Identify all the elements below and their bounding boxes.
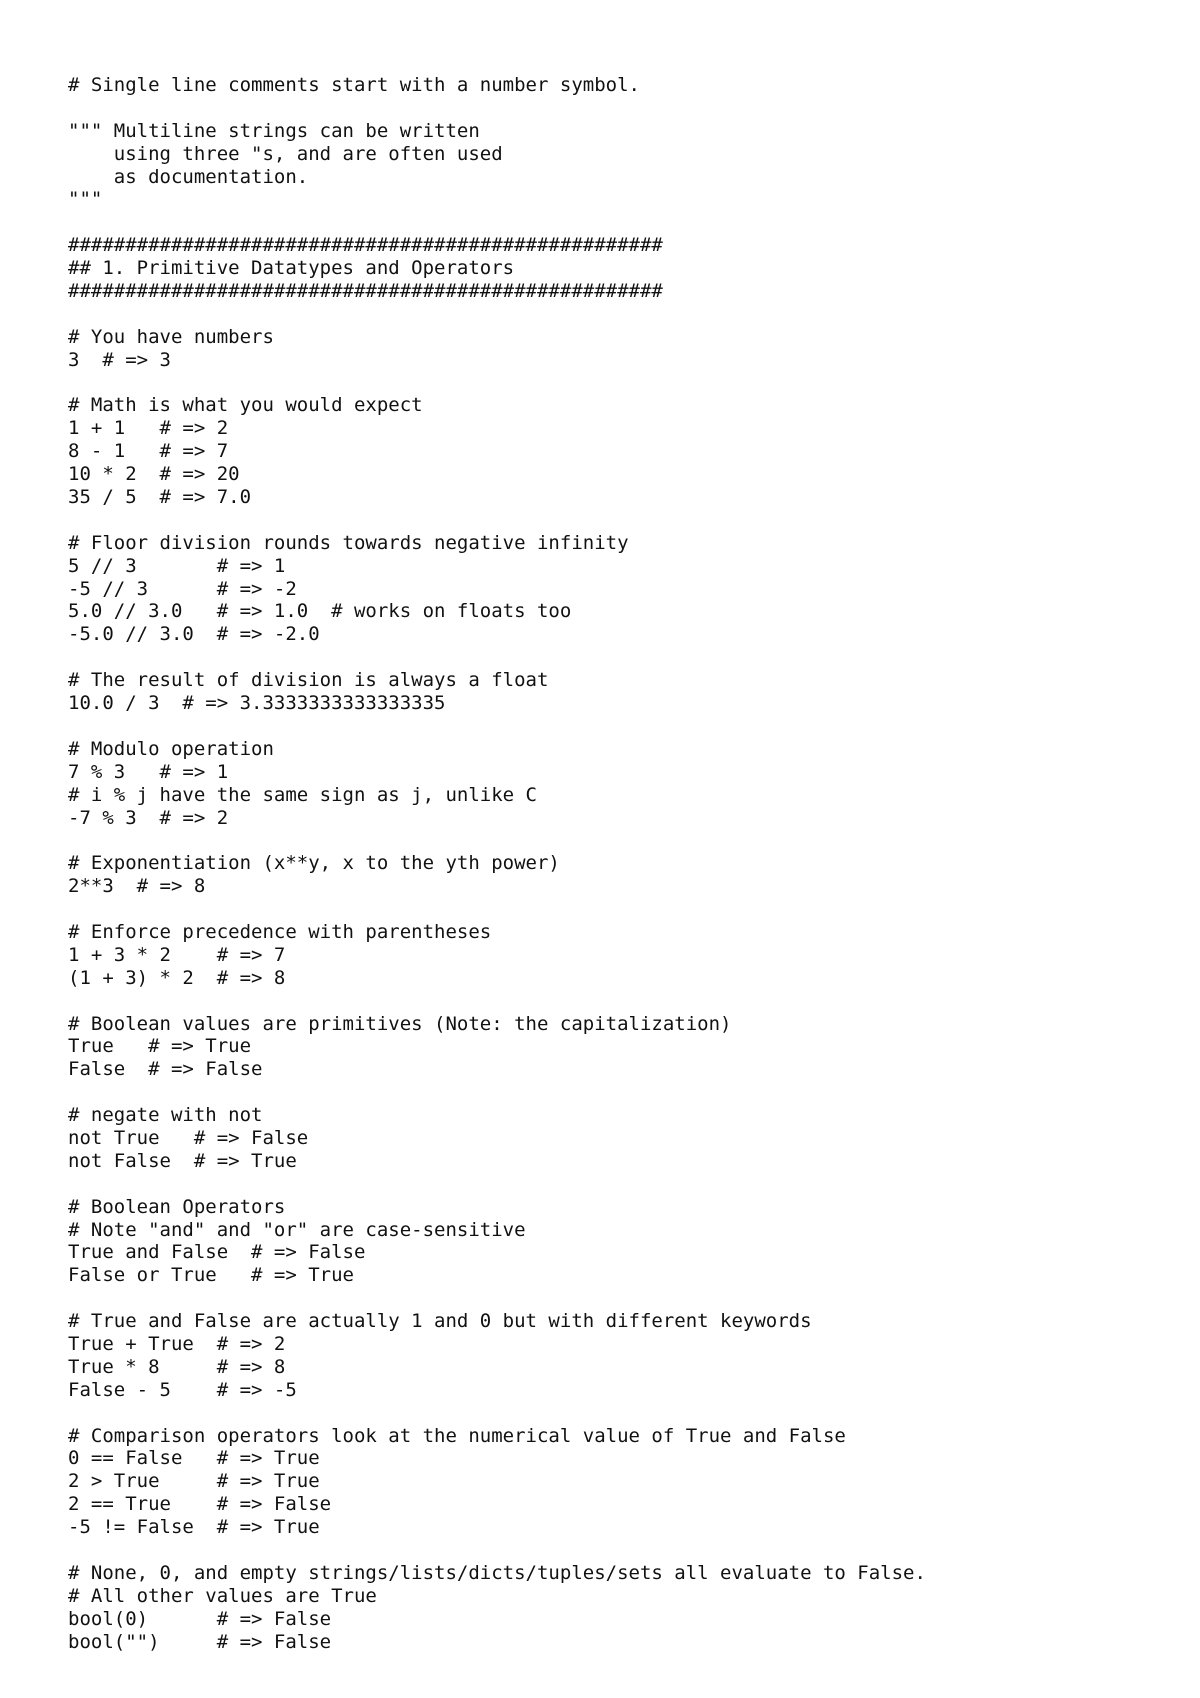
blank-line (68, 898, 1168, 921)
code-line: 1 + 3 * 2 # => 7 (68, 943, 286, 966)
code-line: 3 # => 3 (68, 348, 171, 371)
comment-line: # Math is what you would expect (68, 394, 423, 417)
code-line: """ (68, 188, 103, 211)
code-line: 10 * 2 # => 20 (68, 463, 240, 486)
code-line: not True # => False (68, 1126, 309, 1149)
code-line: 2 > True # => True (68, 1470, 320, 1493)
blank-line (68, 1173, 1168, 1196)
comment-line: # Modulo operation (68, 737, 274, 760)
blank-line (68, 372, 1168, 395)
code-line: 10.0 / 3 # => 3.3333333333333335 (68, 692, 446, 715)
blank-line (68, 1539, 1168, 1562)
blank-line (68, 303, 1168, 326)
code-line: -5.0 // 3.0 # => -2.0 (68, 623, 320, 646)
comment-line: # Note "and" and "or" are case-sensitive (68, 1218, 526, 1241)
comment-line: # True and False are actually 1 and 0 but with different keywords (68, 1310, 812, 1333)
code-line: False or True # => True (68, 1264, 354, 1287)
comment-line: # negate with not (68, 1104, 263, 1127)
code-line: False # => False (68, 1058, 263, 1081)
code-line: False - 5 # => -5 (68, 1378, 297, 1401)
code-line: """ Multiline strings can be written (68, 119, 480, 142)
code-line: (1 + 3) * 2 # => 8 (68, 966, 286, 989)
code-document (68, 74, 1168, 1653)
comment-line: # Enforce precedence with parentheses (68, 920, 492, 943)
code-line: 8 - 1 # => 7 (68, 440, 229, 463)
blank-line (68, 211, 1168, 234)
blank-line (68, 509, 1168, 532)
comment-line: # None, 0, and empty strings/lists/dicts/tuples/sets all evaluate to False. (68, 1561, 926, 1584)
code-line: -5 != False # => True (68, 1516, 320, 1539)
blank-line (68, 1287, 1168, 1310)
comment-line: #################################################### (68, 280, 663, 303)
blank-line (68, 990, 1168, 1013)
comment-line: # Single line comments start with a number symbol. (68, 74, 640, 96)
code-line: 5 // 3 # => 1 (68, 554, 286, 577)
blank-line (68, 1402, 1168, 1425)
blank-line (68, 646, 1168, 669)
comment-line: # Exponentiation (x**y, x to the yth power) (68, 852, 560, 875)
code-line: 5.0 // 3.0 # => 1.0 # works on floats too (68, 600, 572, 623)
blank-line (68, 715, 1168, 738)
comment-line: # Boolean Operators (68, 1195, 286, 1218)
code-line: -7 % 3 # => 2 (68, 806, 229, 829)
comment-line: # Floor division rounds towards negative infinity (68, 531, 629, 554)
code-line: True and False # => False (68, 1241, 366, 1264)
comment-line: # Boolean values are primitives (Note: the capitalization) (68, 1012, 732, 1035)
code-line: as documentation. (68, 165, 309, 188)
comment-line: ## 1. Primitive Datatypes and Operators (68, 257, 515, 280)
code-line: True + True # => 2 (68, 1332, 286, 1355)
code-line: -5 // 3 # => -2 (68, 577, 297, 600)
comment-line: # The result of division is always a float (68, 669, 549, 692)
comment-line: # You have numbers (68, 325, 274, 348)
code-line: 7 % 3 # => 1 (68, 760, 229, 783)
code-line: not False # => True (68, 1149, 297, 1172)
blank-line (68, 97, 1168, 120)
code-line: 2 == True # => False (68, 1493, 332, 1516)
comment-line: #################################################### (68, 234, 663, 257)
code-line: True * 8 # => 8 (68, 1355, 286, 1378)
code-line: bool("") # => False (68, 1630, 332, 1653)
blank-line (68, 829, 1168, 852)
code-line: True # => True (68, 1035, 252, 1058)
blank-line (68, 1081, 1168, 1104)
code-line: 35 / 5 # => 7.0 (68, 486, 252, 509)
code-line: 0 == False # => True (68, 1447, 320, 1470)
code-line: using three "s, and are often used (68, 142, 503, 165)
comment-line: # Comparison operators look at the numerical value of True and False (68, 1424, 846, 1447)
comment-line: # i % j have the same sign as j, unlike C (68, 783, 537, 806)
code-line: bool(0) # => False (68, 1607, 332, 1630)
comment-line: # All other values are True (68, 1584, 377, 1607)
code-line: 2**3 # => 8 (68, 875, 206, 898)
code-line: 1 + 1 # => 2 (68, 417, 229, 440)
